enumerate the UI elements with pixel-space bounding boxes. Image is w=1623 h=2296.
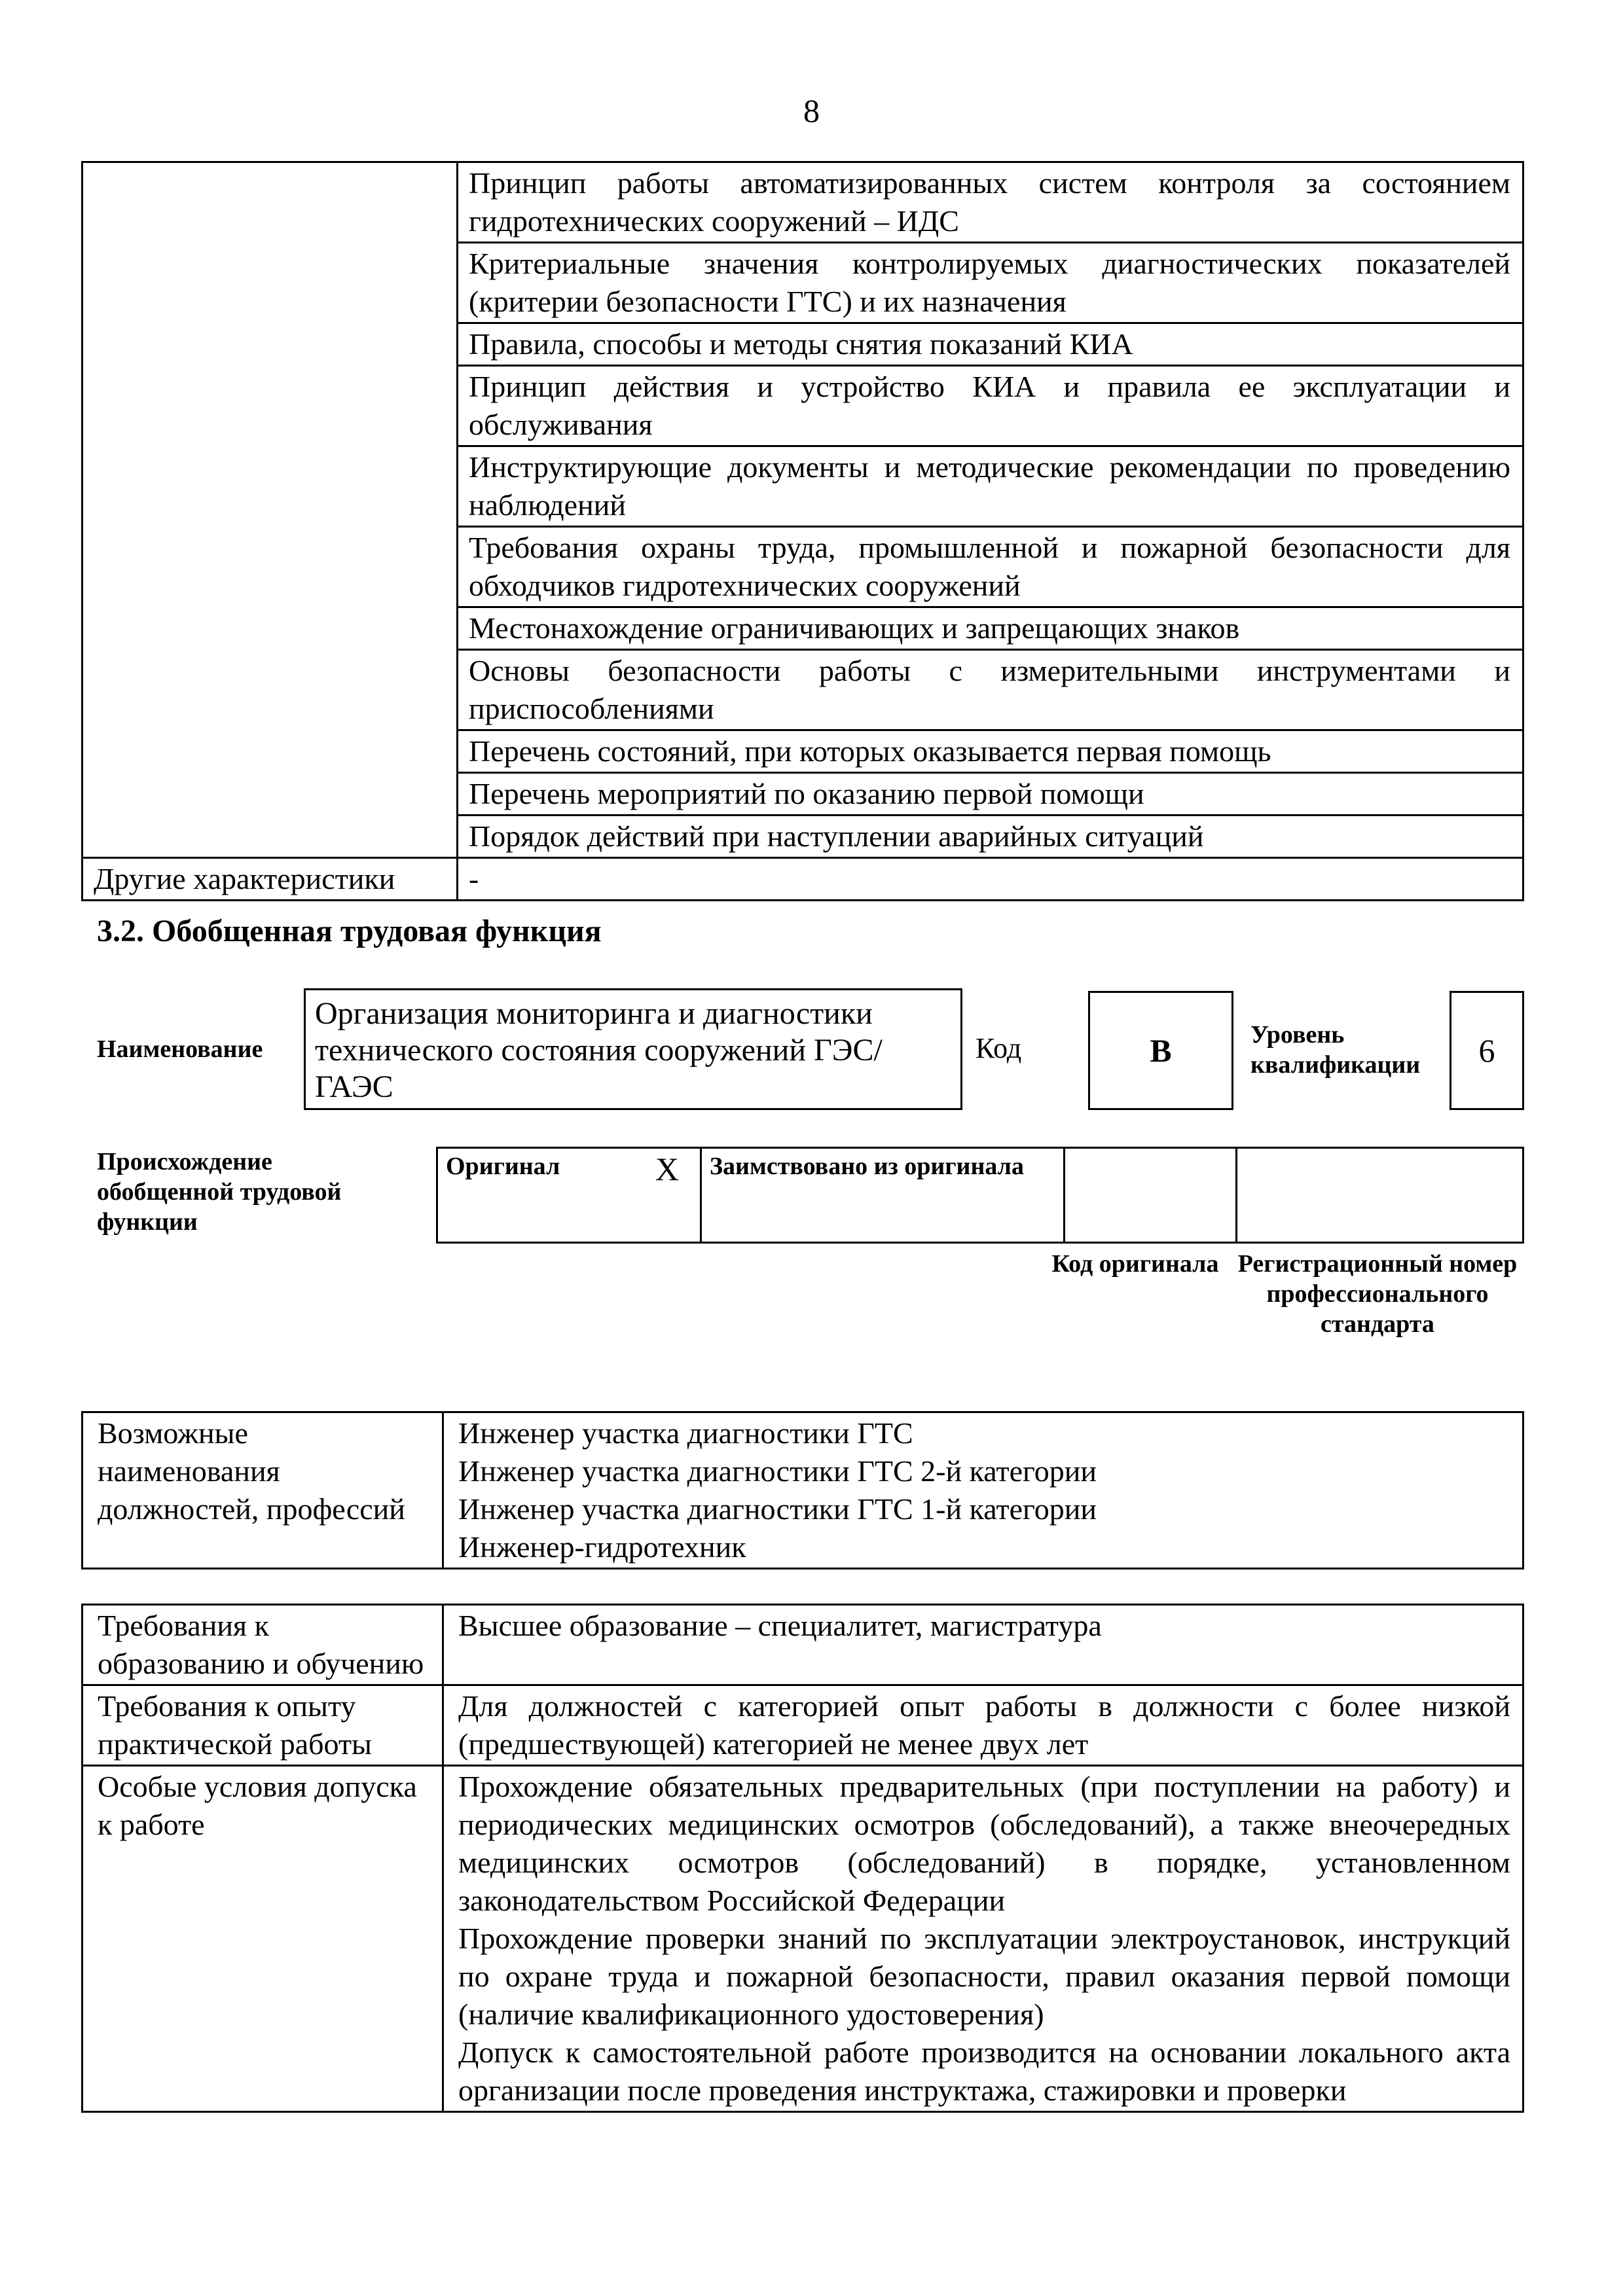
name-label: Наименование [97, 1035, 263, 1063]
origin-reg-cell [1237, 1148, 1523, 1243]
table-cell-empty [82, 162, 458, 858]
list-item: Инженер участка диагностики ГТС 1-й категории [458, 1492, 1097, 1526]
origin-reg-caption: Регистрационный номер профессионального стандарта [1237, 1250, 1518, 1338]
table-row: Местонахождение ограничивающих и запрещающих знаков [458, 607, 1523, 650]
positions-label: Возможные наименования должностей, профессий [82, 1412, 443, 1569]
original-cell [437, 1148, 701, 1243]
code-label: Код [976, 1032, 1022, 1064]
other-characteristics-label: Другие характеристики [82, 858, 458, 901]
original-mark: X [655, 1151, 679, 1187]
section-heading: 3.2. Обобщенная трудовая функция [97, 914, 602, 948]
list-item: Инженер-гидротехник [458, 1530, 746, 1564]
list-item: Инженер участка диагностики ГТС [458, 1416, 913, 1450]
education-label: Требования к образованию и обучению [82, 1605, 443, 1685]
code-value-box: B [1088, 991, 1233, 1110]
requirements-table [81, 1604, 1524, 2113]
origin-code-cell [1065, 1148, 1237, 1243]
origin-code-caption: Код оригинала [1051, 1250, 1219, 1278]
conditions-values [443, 1766, 1523, 2112]
conditions-label: Особые условия допуска к работе [82, 1766, 443, 2112]
table-row: Правила, способы и методы снятия показаний КИА [458, 323, 1523, 366]
table-row: Требования охраны труда, промышленной и пожарной безопасности для обходчиков гидротехнических сооружений [458, 527, 1523, 607]
function-name-box: Организация мониторинга и диагностики технического состояния сооружений ГЭС/ГАЭС [304, 988, 962, 1110]
borrowed-label: Заимствовано из оригинала [701, 1148, 1065, 1243]
experience-label: Требования к опыту практической работы [82, 1685, 443, 1766]
list-item: Инженер участка диагностики ГТС 2-й категории [458, 1454, 1097, 1488]
table-row: Критериальные значения контролируемых диагностических показателей (критерии безопасности ГТС) и их назначения [458, 243, 1523, 323]
positions-table [81, 1411, 1524, 1570]
other-characteristics-value: - [458, 858, 1523, 901]
table-row: Перечень мероприятий по оказанию первой помощи [458, 773, 1523, 816]
list-item: Допуск к самостоятельной работе производится на основании локального акта организации после проведения инструктажа, стажировки и проверки [458, 2036, 1510, 2107]
table-row: Основы безопасности работы с измерительными инструментами и приспособлениями [458, 650, 1523, 730]
original-label: Оригинал [446, 1153, 560, 1180]
origin-label: Происхождение обобщенной трудовой функции [97, 1148, 342, 1236]
origin-table [436, 1147, 1524, 1244]
qualification-level-box: 6 [1450, 991, 1524, 1110]
list-item: Прохождение проверки знаний по эксплуатации электроустановок, инструкций по охране труда и пожарной безопасности, правил оказания первой помощи (наличие квалификационного удостоверения) [458, 1922, 1510, 2031]
table-row: Принцип работы автоматизированных систем контроля за состоянием гидротехнических сооружений – ИДС [458, 162, 1523, 243]
positions-values [443, 1412, 1523, 1569]
qualification-level-label: Уровень квалификации [1250, 1021, 1421, 1079]
list-item: Прохождение обязательных предварительных (при поступлении на работу) и периодических медицинских осмотров (обследований), а также внеочередных медицинских осмотров (обследований) в порядке, установленном законодательством Российской Федерации [458, 1770, 1510, 1917]
table-row: Инструктирующие документы и методические рекомендации по проведению наблюдений [458, 446, 1523, 527]
table-row: Порядок действий при наступлении аварийных ситуаций [458, 816, 1523, 858]
experience-value: Для должностей с категорией опыт работы в должности с более низкой (предшествующей) категорией не менее двух лет [443, 1685, 1523, 1766]
education-value: Высшее образование – специалитет, магистратура [443, 1605, 1523, 1685]
table-row: Принцип действия и устройство КИА и правила ее эксплуатации и обслуживания [458, 366, 1523, 446]
page-number: 8 [803, 92, 820, 129]
knowledge-table [81, 161, 1524, 901]
table-row: Перечень состояний, при которых оказывается первая помощь [458, 730, 1523, 773]
